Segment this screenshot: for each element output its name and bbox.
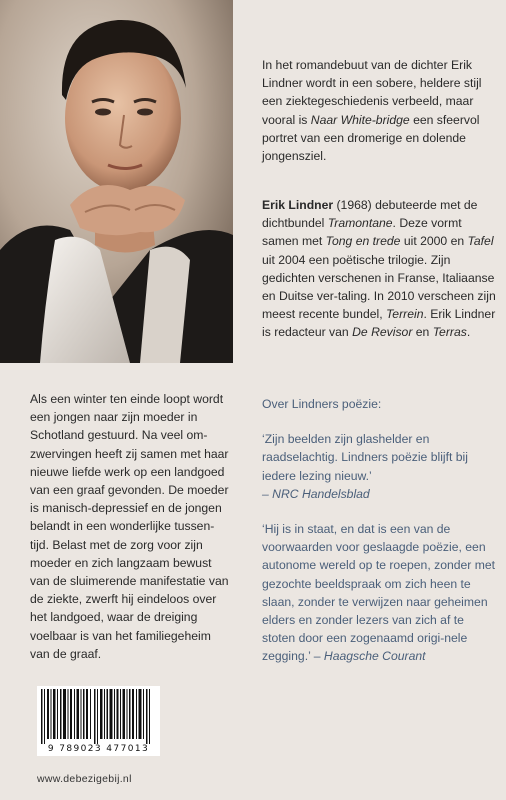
bio-text: uit 2004 een poëtische trilogie. Zijn gedichten verschenen in Franse, Italiaanse en Duitse ver-taling. In 2010 verscheen zijn meest recente bundel,	[262, 252, 496, 322]
story-summary	[30, 390, 230, 663]
bio-text: en	[412, 325, 433, 340]
bio-text: . Deze vormt samen met	[262, 216, 462, 249]
quote-1-source: – NRC Handelsblad	[262, 486, 370, 501]
quote-2	[262, 520, 498, 666]
story-text: Als een winter ten einde loopt wordt een jongen naar zijn moeder in Schotland gestuurd. Na veel om-zwervingen heeft zij samen met haar nieuwe liefde werk op een landgoed van een graaf gevonden. De moeder is manisch-depressief en de jongen belandt in een wonderlijke tussen-tijd. Belast met de zorg voor zijn moeder en zich langzaam bewust van de sluimerende manifestatie van de ziekte, zwerft hij eindeloos over het landgoed, waar de dreiging voelbaar is van het familiegeheim van de graaf.	[30, 392, 229, 661]
bio-magazine-title: De Revisor	[352, 325, 413, 340]
author-photo	[0, 0, 233, 363]
isbn-barcode	[37, 686, 160, 756]
intro-paragraph	[262, 56, 498, 165]
quote-2-source: Haagsche Courant	[323, 649, 426, 664]
press-quotes	[262, 395, 498, 666]
bio-book-title: Terrein	[385, 307, 424, 322]
bio-magazine-title: Terras	[432, 325, 467, 340]
author-photo-image	[0, 0, 233, 363]
bio-book-title: Tramontane	[327, 216, 393, 231]
publisher-website[interactable]: www.debezigebij.nl	[37, 773, 132, 785]
quote-1	[262, 430, 498, 503]
quote-2-text: ‘Hij is in staat, en dat is een van de voorwaarden voor geslaagde poëzie, een autonome wereld op te roepen, zonder met gezochte beeldspraak om zich heen te slaan, zonder te verwijzen naar geheimen elders en zonder lezers van zich af te stoten door een zogenaamd origi-nele zegging.’ –	[262, 522, 496, 664]
bio-book-title: Tong en trede	[325, 234, 401, 249]
bio-text: (1968) debuteerde met de dichtbundel	[262, 198, 478, 231]
intro-text-2: een sfeervol portret van een dromerige en dolende jongensziel.	[262, 112, 480, 164]
quote-1-text: ‘Zijn beelden zijn glashelder en raadselachtig. Lindners poëzie blijft bij iedere lezing nieuw.’	[262, 432, 468, 483]
bio-text: uit 2000 en	[400, 234, 468, 249]
quotes-heading: Over Lindners poëzie:	[262, 397, 382, 411]
isbn-number: 9 789023 477013	[47, 744, 150, 754]
bio-text: .	[466, 325, 471, 340]
barcode-bars	[37, 686, 160, 744]
author-bio	[262, 196, 498, 342]
intro-text-1: In het romandebuut van de dichter Erik Lindner wordt in een sobere, heldere stijl een ziektegeschiedenis verbeeld, maar vooral is	[262, 58, 482, 127]
bio-text: . Erik Lindner is redacteur van	[262, 307, 496, 340]
author-name: Erik Lindner	[262, 198, 334, 212]
bio-book-title: Tafel	[467, 234, 494, 249]
intro-book-title: Naar White-bridge	[310, 112, 410, 127]
